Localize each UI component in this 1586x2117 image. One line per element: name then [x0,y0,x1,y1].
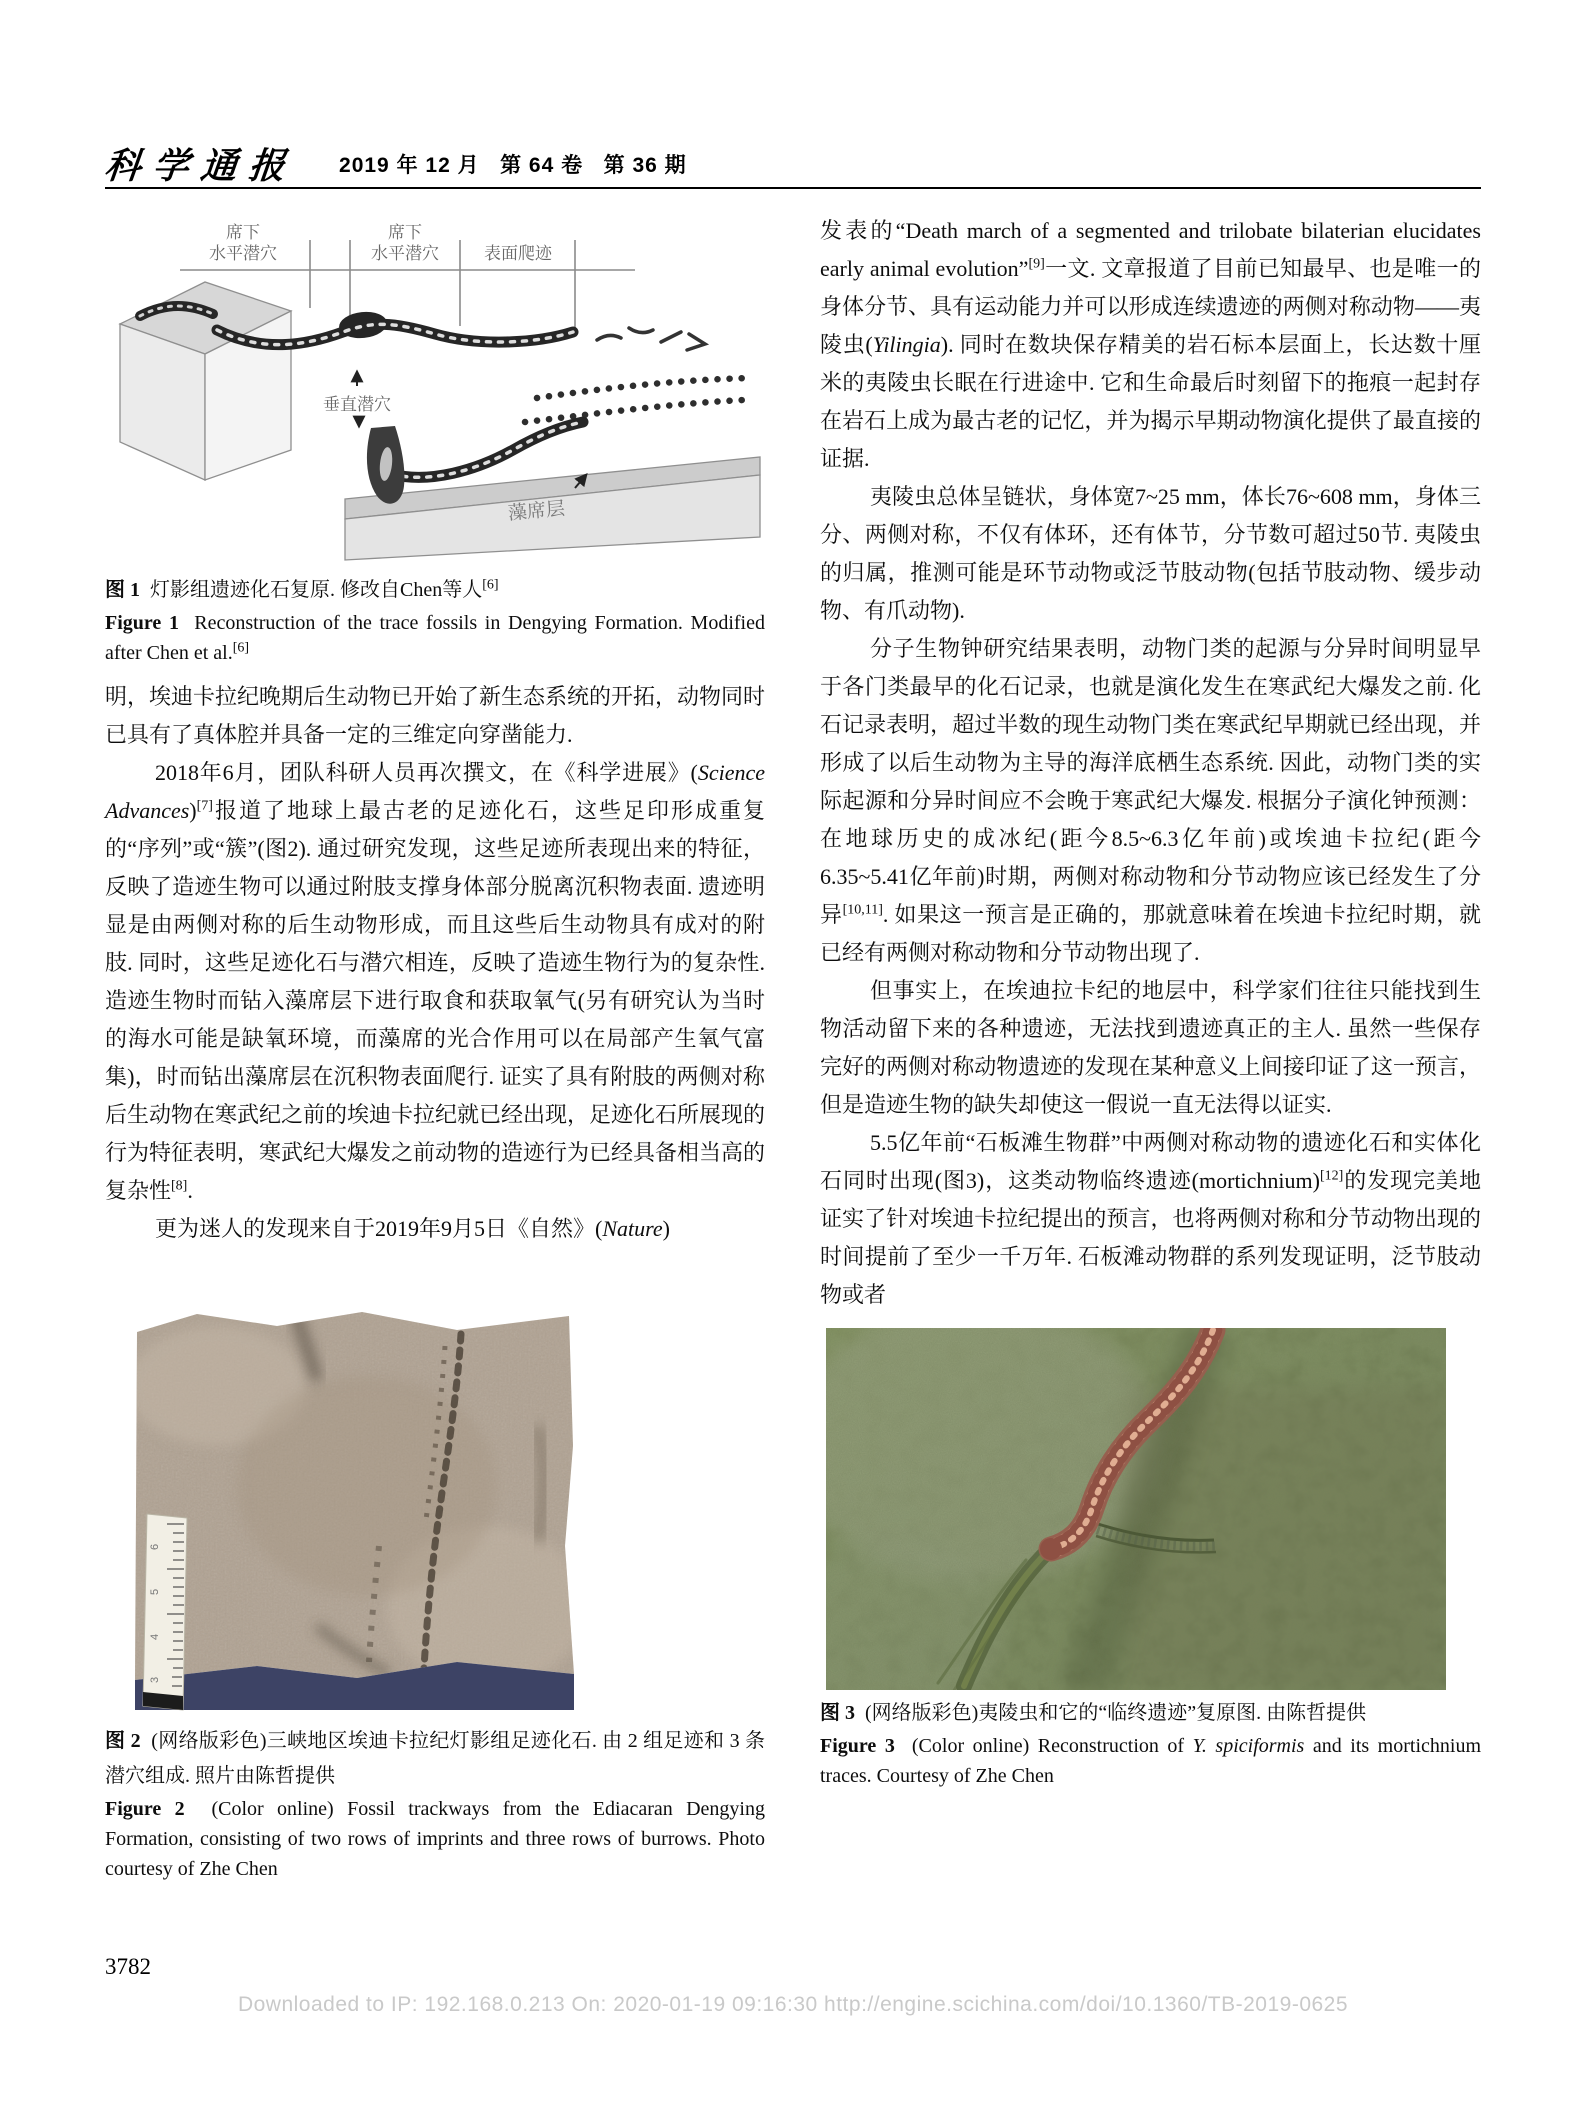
body-paragraph: 明，埃迪卡拉纪晚期后生动物已开始了新生态系统的开拓，动物同时已具有了真体腔并具备一定的三维定向穿凿能力. [105,684,766,747]
body-paragraph: 5.5亿年前“石板滩生物群”中两侧对称动物的遗迹化石和实体化石同时出现(图3)，这类动物临终遗迹(mortichnium)[12]的发现完美地证实了针对埃迪卡拉纪提出的预言，也将两侧对称和分节动物出现的时间提前了至少一千万年. 石板滩动物群的系列发现证明，泛节肢动物或者 [820,1130,1481,1307]
figure1-diagram [105,212,765,562]
svg-text:垂直潜穴: 垂直潜穴 [323,395,391,414]
right-column [820,212,1481,1791]
body-paragraph: 分子生物钟研究结果表明，动物门类的起源与分异时间明显早于各门类最早的化石记录，也就是演化发生在寒武纪大爆发之前. 化石记录表明，超过半数的现生动物门类在寒武纪早期就已经出现，并形成了以后生动物为主导的海洋底栖生态系统. 因此，动物门类的实际起源和分异时间应不会晚于寒武纪大爆发. 根据分子演化钟预测：在地球历史的成冰纪(距今8.5~6.3亿年前)或埃迪卡拉纪(距今6.35~5.41亿年前)时期，两侧对称动物和分节动物应该已经发生了分异[10,11]. 如果这一预言是正确的，那就意味着在埃迪卡拉纪时期，就已经有两侧对称动物和分节动物出现了. [820,636,1481,965]
fig1-block-diagram [120,282,760,560]
figure2 [105,1306,765,1884]
fig1-surface-scratches [597,328,705,350]
figure2-caption-en: Figure 2 (Color online) Fossil trackways from the Ediacaran Dengying Formation, consisting of two rows of imprints and three rows of burrows. Photo courtesy of Zhe Chen [105,1798,765,1880]
figure1-caption-zh: 图 1 灯影组遗迹化石复原. 修改自Chen等人[6] [105,577,499,601]
svg-text:藻席层: 藻席层 [507,498,566,525]
fig2-ruler-digit: 3 [149,1676,161,1683]
figure3-caption-zh: 图 3 (网络版彩色)夷陵虫和它的“临终遗迹”复原图. 由陈哲提供 [820,1702,1367,1724]
figure3-caption-en: Figure 3 (Color online) Reconstruction of Y. spiciformis and its mortichnium traces. Courtesy of Zhe Chen [820,1735,1482,1787]
fig2-ruler-digit: 4 [149,1633,161,1640]
fig1-imprint-row-2 [525,400,743,422]
fig2-ruler [143,1514,187,1710]
fig3-worm-head [1040,1538,1062,1560]
figure3 [820,1328,1481,1791]
body-paragraph: 发表的“Death march of a segmented and trilobate bilaterian elucidates early animal evolution”[9]一文. 文章报道了目前已知最早、也是唯一的身体分节、具有运动能力并可以形成连续遗迹的两侧对称动物——夷陵虫(Yilingia). 同时在数块保存精美的岩石标本层面上，长达数十厘米的夷陵虫长眠在行进途中. 它和生命最后时刻留下的拖痕一起封存在岩石上成为最古老的记忆，并为揭示早期动物演化提供了最直接的证据. [820,218,1482,471]
download-watermark: Downloaded to IP: 192.168.0.213 On: 2020-01-19 09:16:30 http://engine.scichina.com/doi/10.1360/TB-2019-0625 [237,1993,1349,2016]
figure1-caption-en: Figure 1 Reconstruction of the trace fossils in Dengying Formation. Modified after Chen et al.[6] [105,612,765,664]
right-body-text [820,212,1481,1314]
fig1-vertical-burrow [367,426,405,504]
body-paragraph: 但事实上，在埃迪拉卡纪的地层中，科学家们往往只能找到生物活动留下来的各种遗迹，无法找到遗迹真正的主人. 虽然一些保存完好的两侧对称动物遗迹的发现在某种意义上间接印证了这一预言，但是造迹生物的缺失却使这一假说一直无法得以证实. [820,978,1481,1117]
fig1-label-sub-mat-burrow-2: 席下水平潜穴 [371,223,439,263]
fig2-ruler-digit: 6 [149,1543,161,1550]
figure2-photo [127,1306,577,1718]
left-body-text [105,678,765,1248]
figure3-illustration [826,1328,1446,1690]
journal-logo: 科学通报 [102,145,299,187]
issue-info: 2019 年 12 月 第 64 卷 第 36 期 [339,154,687,177]
page-number: 3782 [105,1954,151,1979]
fig1-imprint-row-1 [537,378,750,398]
fig2-ruler-digit: 5 [149,1588,161,1595]
fig2-rock-texture [127,1306,577,1718]
figure2-caption-zh: 图 2 (网络版彩色)三峡地区埃迪卡拉纪灯影组足迹化石. 由 2 组足迹和 3 条潜穴组成. 照片由陈哲提供 [105,1730,766,1787]
fig1-vertical-burrow-label [323,372,391,426]
fig1-label-sub-mat-burrow-1: 席下水平潜穴 [209,223,277,263]
body-paragraph: 夷陵虫总体呈链状，身体宽7~25 mm，体长76~608 mm，身体三分、两侧对称，不仅有体环，还有体节，分节数可超过50节. 夷陵虫的归属，推测可能是环节动物或泛节肢动物(包括节肢动物、缓步动物、有爪动物). [820,484,1481,623]
header-rule [105,187,1481,189]
left-column [105,212,765,1884]
page-header [102,138,1481,189]
body-paragraph: 更为迷人的发现来自于2019年9月5日《自然》(Nature) [155,1216,670,1241]
body-paragraph: 2018年6月，团队科研人员再次撰文，在《科学进展》(Science Advances)[7]报道了地球上最古老的足迹化石，这些足印形成重复的“序列”或“簇”(图2). 通过研究发现，这些足迹所表现出来的特征，反映了造迹生物可以通过附肢支撑身体部分脱离沉积物表面. 遗迹明显是由两侧对称的后生动物形成，而且这些后生动物具有成对的附肢. 同时，这些足迹化石与潜穴相连，反映了造迹生物行为的复杂性. 造迹生物时而钻入藻席层下进行取食和获取氧气(另有研究认为当时的海水可能是缺氧环境，而藻席的光合作用可以在局部产生氧气富集)，时而钻出藻席层在沉积物表面爬行. 证实了具有附肢的两侧对称后生动物在寒武纪之前的埃迪卡拉纪就已经出现，足迹化石所展现的行为特征表明，寒武纪大爆发之前动物的造迹行为已经具备相当高的复杂性[8]. [105,760,766,1203]
fig1-label-surface-trail: 表面爬迹 [484,244,552,263]
figure1 [105,212,765,668]
